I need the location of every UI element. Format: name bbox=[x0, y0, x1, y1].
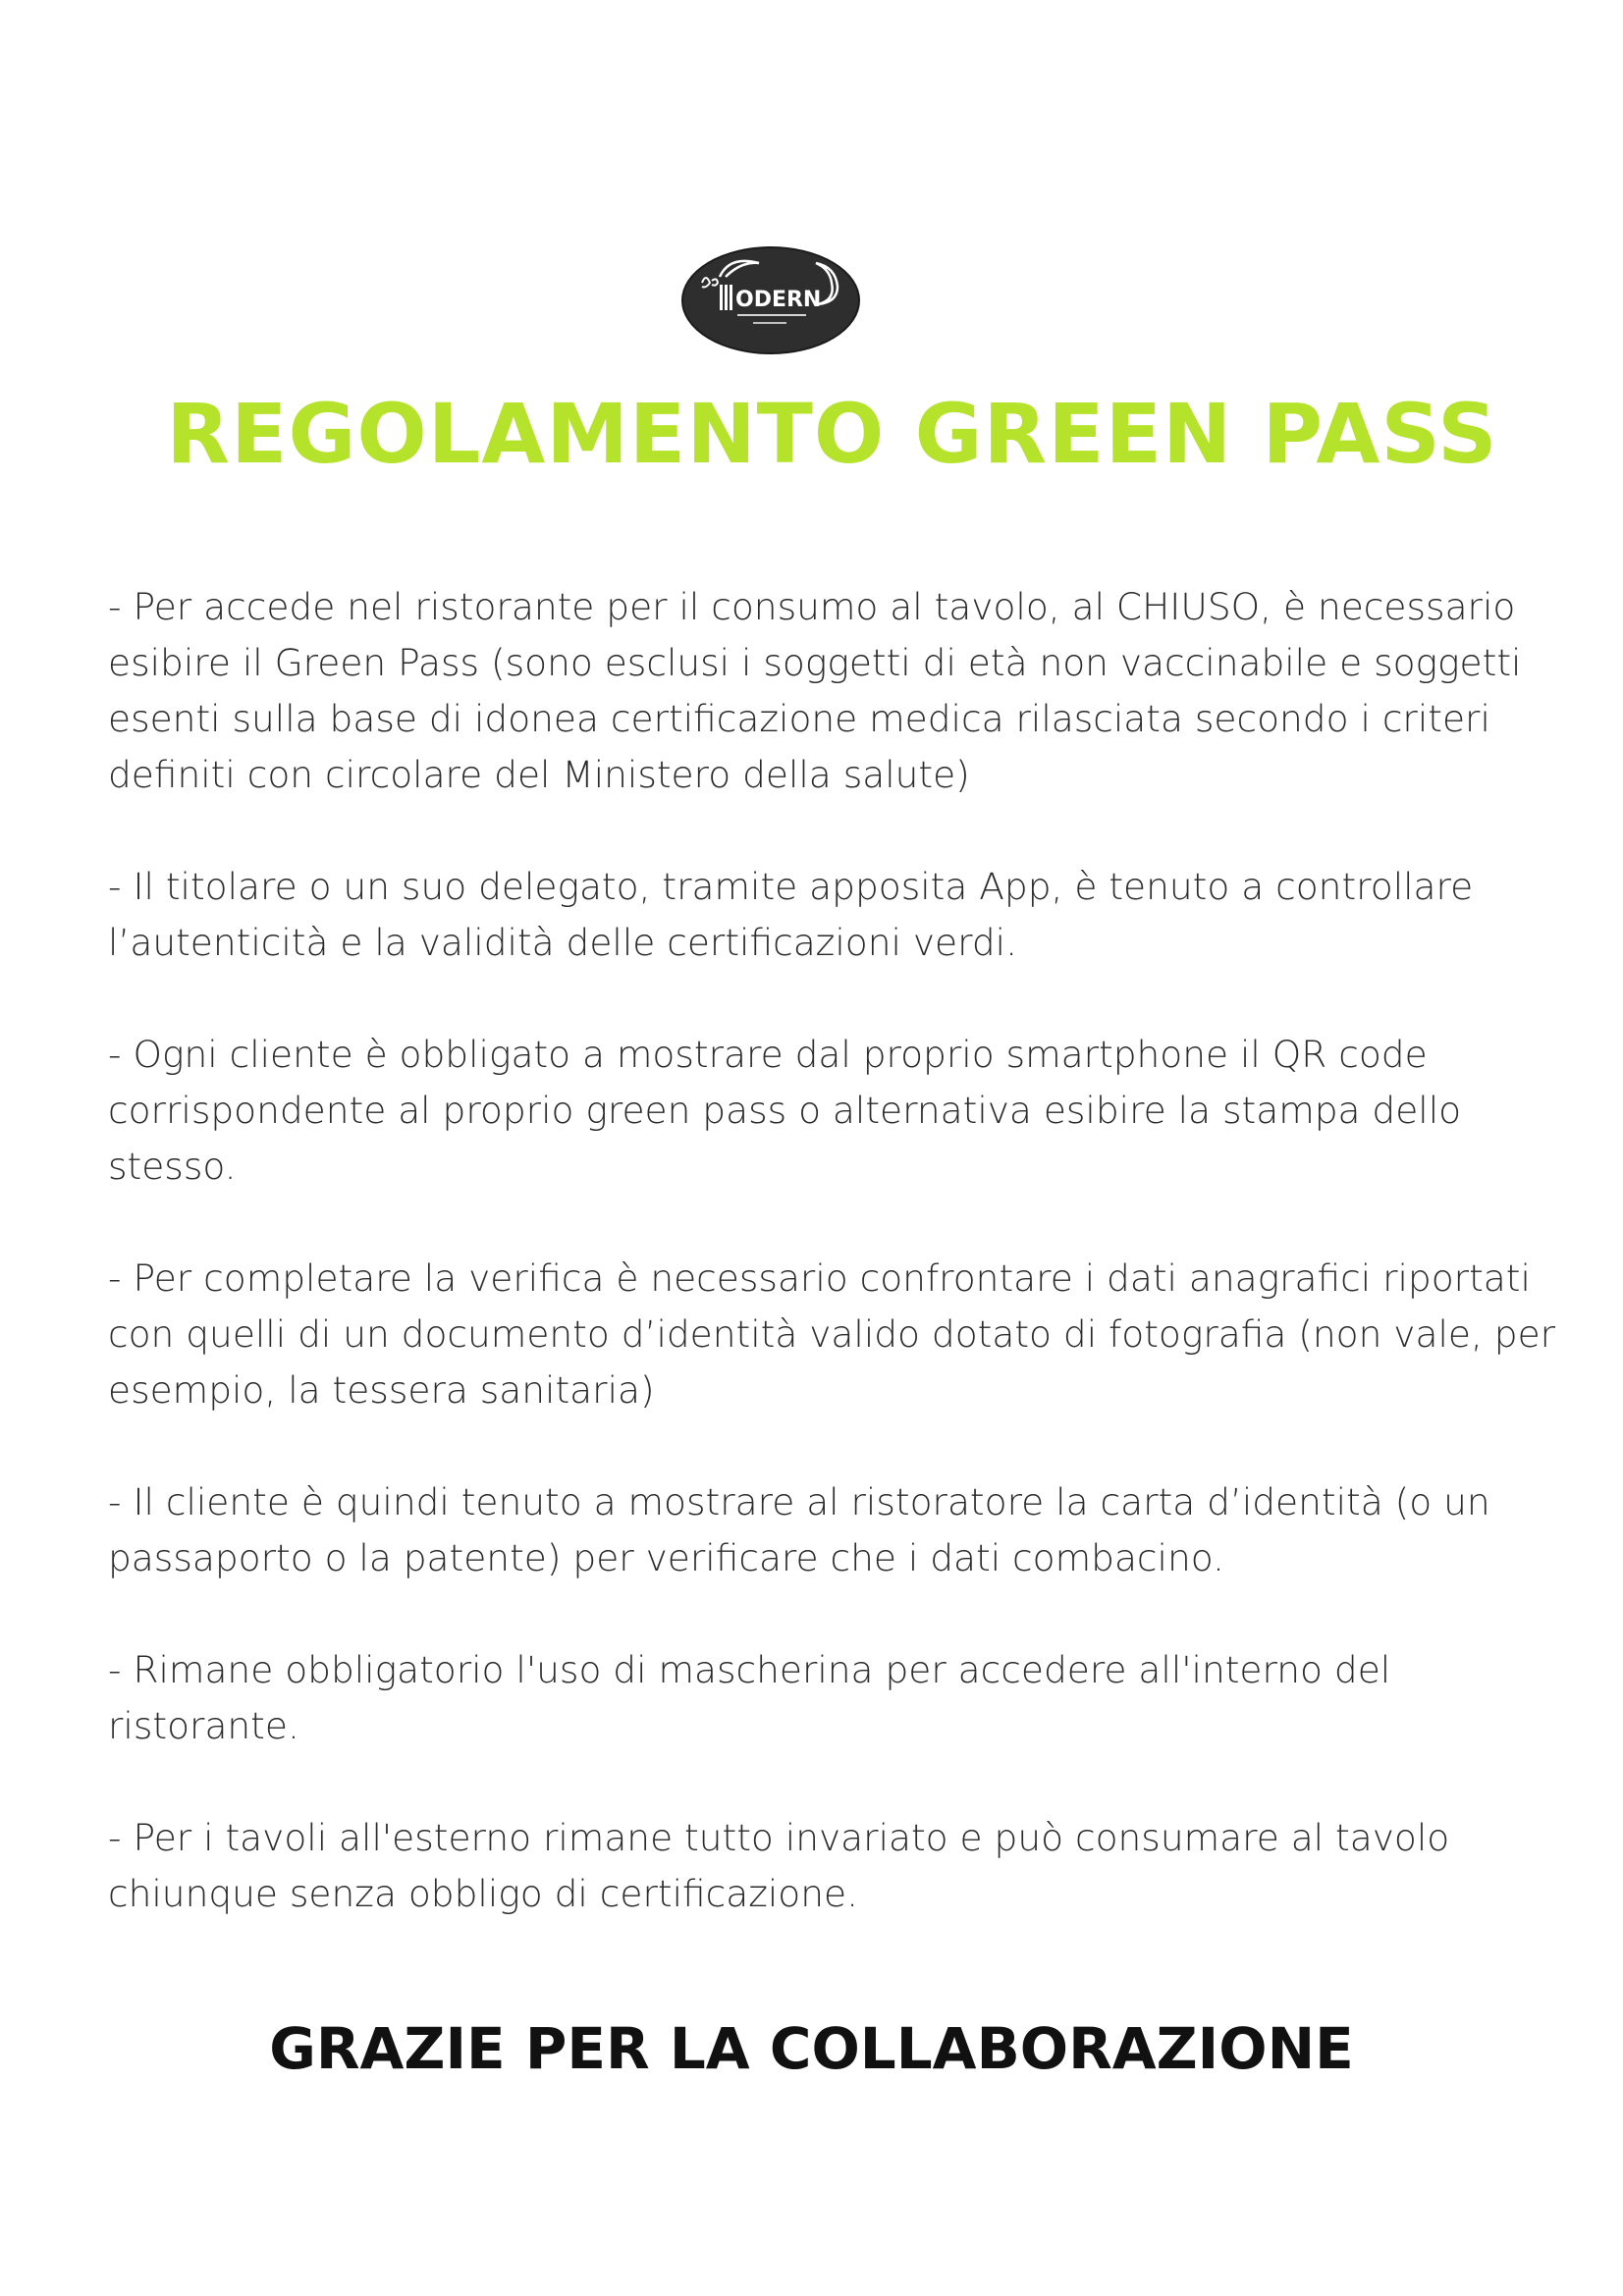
regulation-paragraph: - Rimane obbligatorio l'uso di mascherina per accedere all'interno del ristorante. bbox=[108, 1648, 1391, 1747]
regulation-paragraph: - Il cliente è quindi tenuto a mostrare al ristoratore la carta d’identità (o un passaporto o la patente) per verificare che i dati combacino. bbox=[108, 1480, 1490, 1579]
regulation-paragraph: - Per accede nel ristorante per il consumo al tavolo, al CHIUSO, è necessario esibire il Green Pass (sono esclusi i soggetti di età non vaccinabile e soggetti esenti sulla base di idonea certificazione medica rilasciata secondo i criteri definiti con circolare del Ministero della salute) bbox=[108, 585, 1522, 796]
restaurant-logo bbox=[680, 245, 861, 355]
regulation-paragraph: - Per completare la verifica è necessario confrontare i dati anagrafici riportati con quelli di un documento d’identità valido dotato di fotografia (non vale, per esempio, la tessera sanitaria) bbox=[108, 1256, 1556, 1412]
regulation-paragraph: - Il titolare o un suo delegato, tramite apposita App, è tenuto a controllare l’autenticità e la validità delle certificazioni verdi. bbox=[108, 865, 1474, 964]
thank-you-footer: GRAZIE PER LA COLLABORAZIONE bbox=[269, 2015, 1354, 2082]
regulation-body bbox=[108, 579, 1591, 1939]
svg-text:ODERN: ODERN bbox=[735, 288, 822, 312]
regulation-paragraph: - Per i tavoli all'esterno rimane tutto invariato e può consumare al tavolo chiunque senza obbligo di certificazione. bbox=[108, 1816, 1450, 1915]
logo-emblem-icon bbox=[680, 245, 861, 355]
page-title: REGOLAMENTO GREEN PASS bbox=[166, 386, 1498, 482]
regulation-paragraph: - Ogni cliente è obbligato a mostrare dal proprio smartphone il QR code corrispondente al proprio green pass o alternativa esibire la stampa dello stesso. bbox=[108, 1033, 1462, 1188]
